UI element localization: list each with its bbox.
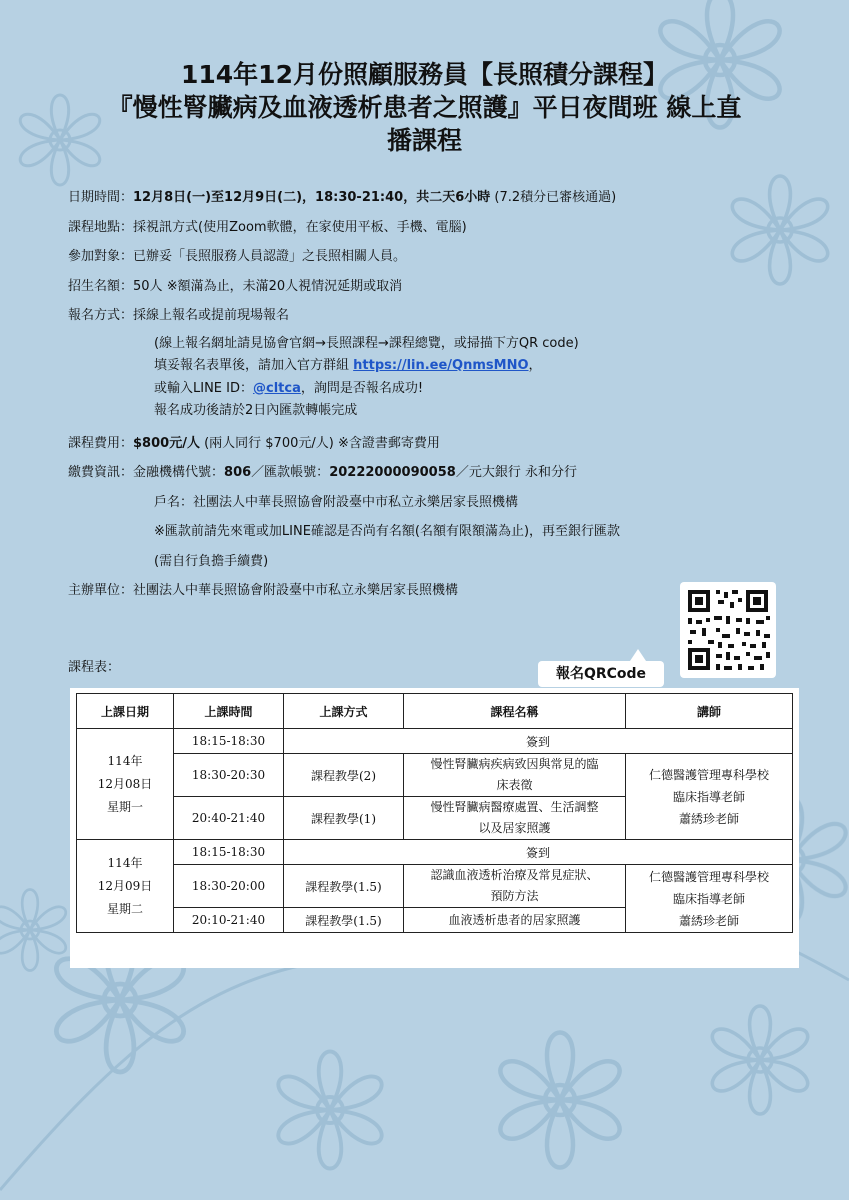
info-organizer: 主辦單位：社團法人中華長照協會附設臺中市私立永樂居家長照機構 <box>68 583 459 598</box>
title-line-3: 播課程 <box>386 126 462 155</box>
day1-s1-time: 18:30-20:30 <box>174 754 284 797</box>
line-group-link[interactable]: https://lin.ee/QnmsMNO <box>353 358 529 373</box>
day1-date: 114年 12月08日 星期一 <box>77 729 174 840</box>
register-note-1: (線上報名網址請見協會官網→長照課程→課程總覽，或掃描下方QR code) <box>154 335 579 351</box>
table-row <box>77 729 793 754</box>
header-course-name: 課程名稱 <box>404 694 626 729</box>
register-note-2: 填妥報名表單後，請加入官方群組 https://lin.ee/QnmsMNO， <box>154 358 542 373</box>
day1-s2-name: 慢性腎臟病醫療處置、生活調整 以及居家照護 <box>404 797 626 840</box>
register-note-3: 或輸入LINE ID：@cltca，詢問是否報名成功! <box>154 380 424 396</box>
info-register: 報名方式：採線上報名或提前現場報名 <box>68 308 290 323</box>
info-location: 課程地點：採視訊方式(使用Zoom軟體，在家使用平板、手機、電腦) <box>68 219 467 235</box>
day2-s2-name: 血液透析患者的居家照護 <box>404 908 626 933</box>
info-quota: 招生名額：50人 ※額滿為止，未滿20人視情況延期或取消 <box>68 278 403 294</box>
course-info <box>68 183 788 606</box>
day1-s1-name: 慢性腎臟病疾病致因與常見的臨 床表徵 <box>404 754 626 797</box>
register-note-4: 報名成功後請於2日內匯款轉帳完成 <box>154 403 358 418</box>
day1-checkin: 簽到 <box>284 729 793 754</box>
line-id-link[interactable]: @cltca <box>253 380 301 396</box>
info-target: 參加對象：已辦妥「長照服務人員認證」之長照相關人員。 <box>68 249 407 264</box>
day1-lecturer: 仁德醫護管理專科學校 臨床指導老師 蕭綉珍老師 <box>626 754 793 840</box>
table-row <box>77 840 793 865</box>
schedule-table-container <box>70 688 799 968</box>
info-fee: 課程費用：$800元/人 (兩人同行 $700元/人) ※含證書郵寄費用 <box>68 435 440 451</box>
payment-account-name: 戶名：社團法人中華長照協會附設臺中市私立永樂居家長照機構 <box>154 494 519 510</box>
day2-checkin: 簽到 <box>284 840 793 865</box>
qr-code-icon <box>680 582 776 678</box>
title-line-2: 『慢性腎臟病及血液透析患者之照護』平日夜間班 線上直 <box>107 93 742 122</box>
schedule-table <box>76 693 793 933</box>
header-lecturer: 講師 <box>626 694 793 729</box>
day2-s1-method: 課程教學(1.5) <box>284 865 404 908</box>
info-payment: 繳費資訊：金融機構代號：806／匯款帳號：20222000090058／元大銀行 永和分行 <box>68 465 577 480</box>
day2-s2-time: 20:10-21:40 <box>174 908 284 933</box>
day2-s1-name: 認識血液透析治療及常見症狀、 預防方法 <box>404 865 626 908</box>
qr-code-label: 報名QRCode <box>538 661 664 687</box>
day2-checkin-time: 18:15-18:30 <box>174 840 284 865</box>
payment-note: ※匯款前請先來電或加LINE確認是否尚有名額(名額有限額滿為止)，再至銀行匯款 <box>154 524 621 539</box>
table-header-row <box>77 694 793 729</box>
day1-s2-time: 20:40-21:40 <box>174 797 284 840</box>
day2-date: 114年 12月09日 星期二 <box>77 840 174 933</box>
page-title <box>40 58 809 157</box>
registration-qr-code[interactable] <box>680 582 776 678</box>
table-row <box>77 865 793 908</box>
day2-lecturer: 仁德醫護管理專科學校 臨床指導老師 蕭綉珍老師 <box>626 865 793 933</box>
info-date: 日期時間：12月8日(一)至12月9日(二)，18:30-21:40，共二天6小時 (7.2積分已審核通過) <box>68 190 617 205</box>
day1-checkin-time: 18:15-18:30 <box>174 729 284 754</box>
header-date: 上課日期 <box>77 694 174 729</box>
payment-fee-note: (需自行負擔手續費) <box>154 553 269 569</box>
day2-s1-time: 18:30-20:00 <box>174 865 284 908</box>
schedule-heading: 課程表： <box>68 660 121 675</box>
title-line-1: 114年12月份照顧服務員【長照積分課程】 <box>181 60 668 89</box>
day2-s2-method: 課程教學(1.5) <box>284 908 404 933</box>
header-method: 上課方式 <box>284 694 404 729</box>
day1-s1-method: 課程教學(2) <box>284 754 404 797</box>
table-row <box>77 754 793 797</box>
header-time: 上課時間 <box>174 694 284 729</box>
day1-s2-method: 課程教學(1) <box>284 797 404 840</box>
